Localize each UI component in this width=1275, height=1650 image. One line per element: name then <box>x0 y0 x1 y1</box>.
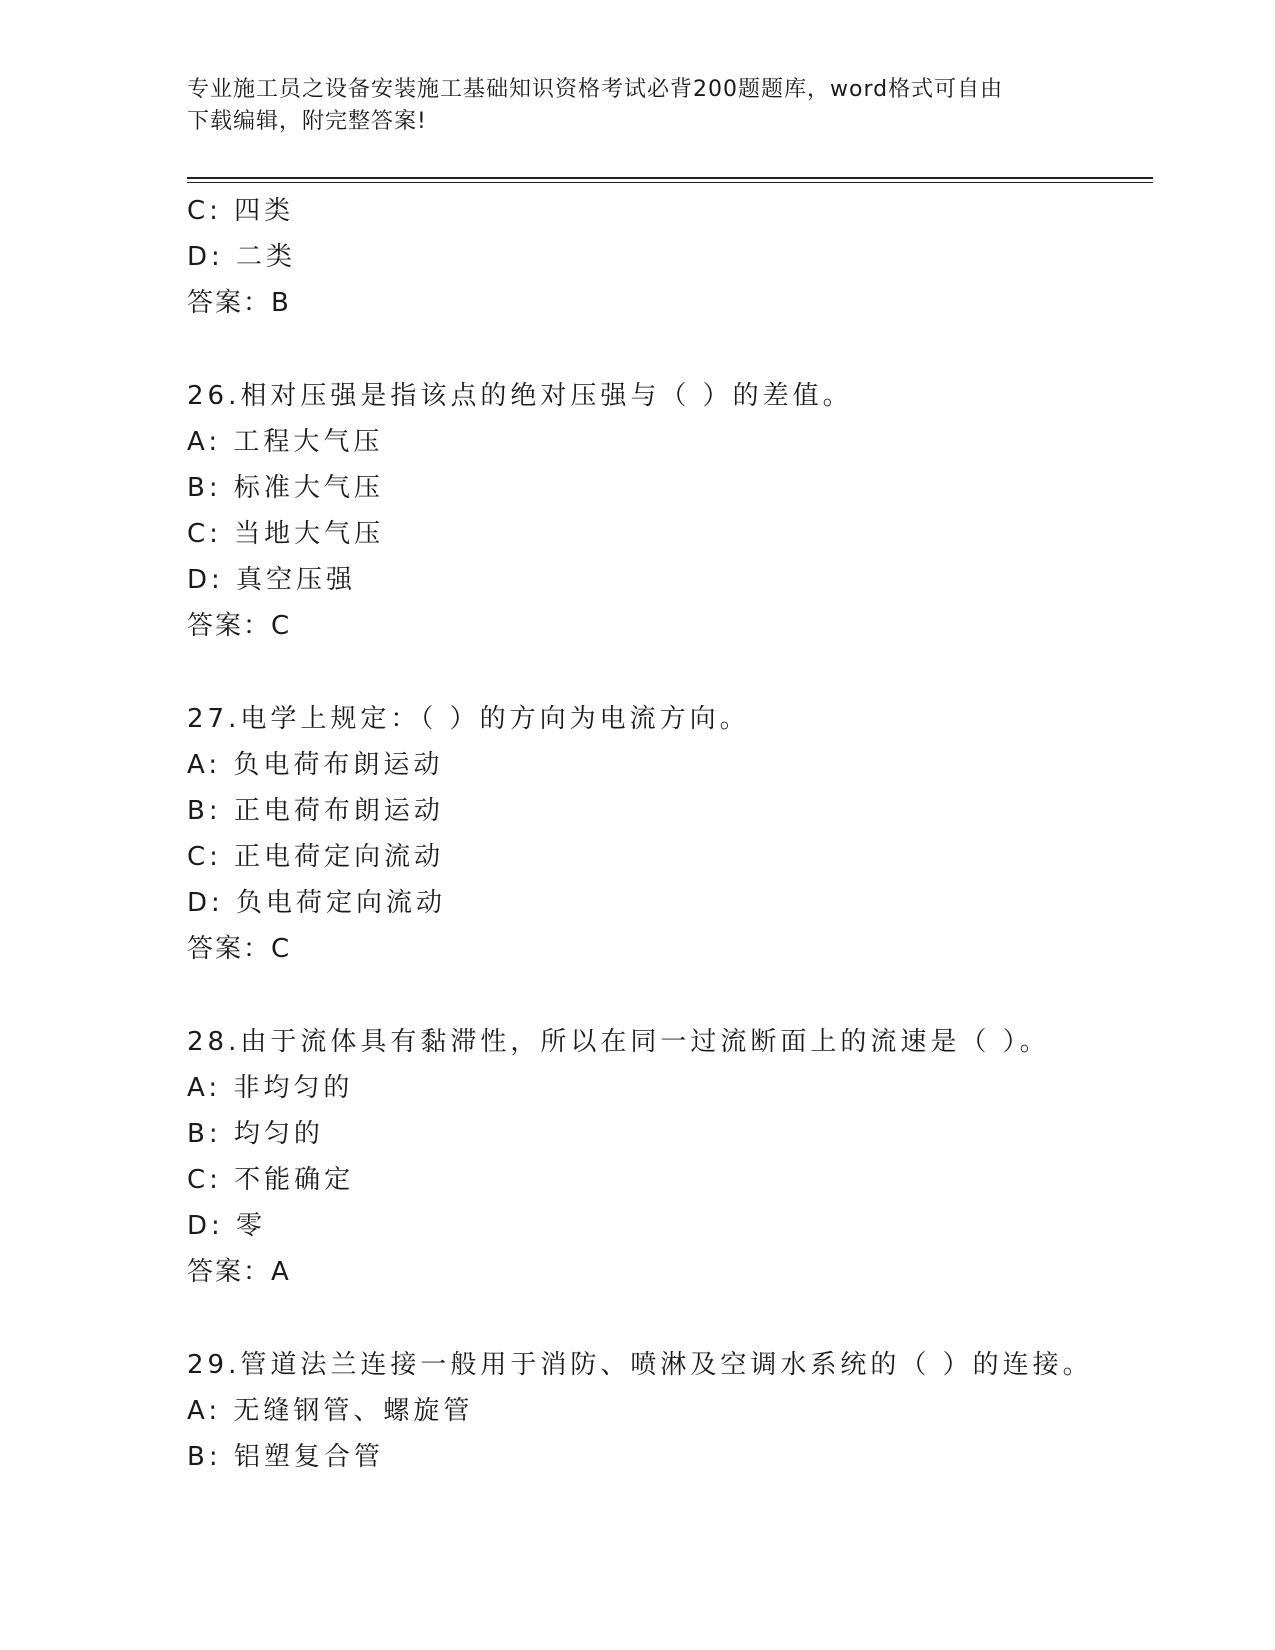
header-title-line-1: 专业施工员之设备安装施工基础知识资格考试必背200题题库，word格式可自由 <box>187 77 1004 102</box>
spacer <box>187 972 1153 1019</box>
question-stem: 27.电学上规定：（ ）的方向为电流方向。 <box>187 704 750 734</box>
option-c: C: 当地大气压 <box>187 519 385 549</box>
option-a: A: 工程大气压 <box>187 427 384 457</box>
option-b: B: 均匀的 <box>187 1119 324 1149</box>
option-c: C: 不能确定 <box>187 1165 355 1195</box>
header-divider-thick <box>187 177 1153 179</box>
question-26 <box>187 373 1153 649</box>
question-29 <box>187 1342 1153 1480</box>
header-title-line-2: 下载编辑，附完整答案! <box>187 109 427 134</box>
spacer <box>187 649 1153 696</box>
answer-line: 答案：B <box>187 288 291 318</box>
answer-line: 答案：C <box>187 934 292 964</box>
option-b: B: 铝塑复合管 <box>187 1442 384 1472</box>
question-stem: 29.管道法兰连接一般用于消防、喷淋及空调水系统的（ ）的连接。 <box>187 1350 1093 1380</box>
answer-line: 答案：C <box>187 611 292 641</box>
document-header <box>187 74 1067 138</box>
option-a: A: 负电荷布朗运动 <box>187 750 444 780</box>
option-c: C: 四类 <box>187 196 295 226</box>
option-b: B: 正电荷布朗运动 <box>187 796 444 826</box>
option-a: A: 无缝钢管、螺旋管 <box>187 1396 474 1426</box>
option-a: A: 非均匀的 <box>187 1073 354 1103</box>
option-b: B: 标准大气压 <box>187 473 384 503</box>
option-d: D: 零 <box>187 1211 267 1241</box>
option-d: D: 真空压强 <box>187 565 357 595</box>
question-stem: 26.相对压强是指该点的绝对压强与（ ）的差值。 <box>187 381 853 411</box>
spacer <box>187 1295 1153 1342</box>
option-d: D: 负电荷定向流动 <box>187 888 447 918</box>
question-stem: 28.由于流体具有黏滞性，所以在同一过流断面上的流速是（ ）。 <box>187 1027 1050 1057</box>
answer-line: 答案：A <box>187 1257 291 1287</box>
option-d: D: 二类 <box>187 242 297 272</box>
spacer <box>187 326 1153 373</box>
question-list <box>187 188 1153 1480</box>
question-continued <box>187 188 1153 326</box>
header-divider-thin <box>187 182 1153 183</box>
question-27 <box>187 696 1153 972</box>
question-28 <box>187 1019 1153 1295</box>
option-c: C: 正电荷定向流动 <box>187 842 445 872</box>
